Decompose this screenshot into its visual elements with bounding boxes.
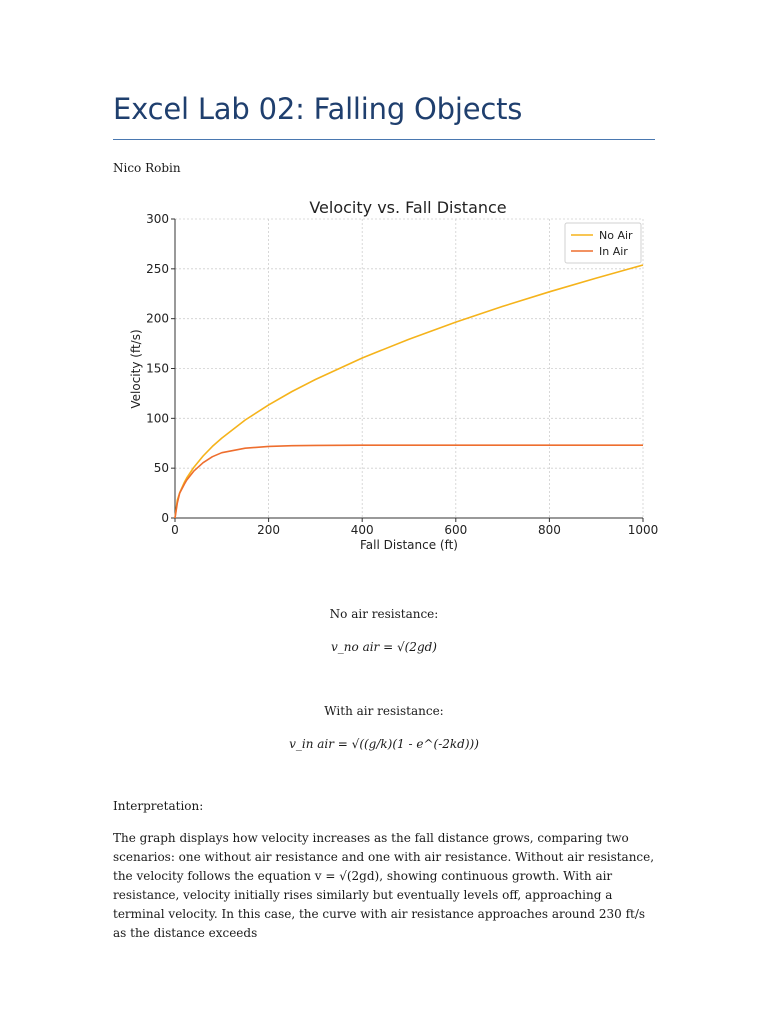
y-tick-label: 200: [146, 311, 169, 326]
interpretation-paragraph: The graph displays how velocity increases as the fall distance grows, comparing two scenarios: one without air resistance and one with air resistance. Without air resistance, the velocity follows the equation v = √(2gd), showing continuous growth. With air resistance, velocity initially rises similarly but eventually levels off, approaching a terminal velocity. In this case, the curve with air resistance approaches around 230 ft/s as the distance exceeds: [113, 831, 655, 940]
y-tick-label: 150: [146, 361, 169, 376]
x-tick-label: 200: [257, 523, 281, 537]
in-air-formula: v_in air = √((g/k)(1 - e^(-2kd))): [289, 737, 479, 751]
x-axis-label: Fall Distance (ft): [359, 538, 459, 552]
velocity-chart: [113, 188, 669, 558]
x-tick-label: 1000: [627, 523, 659, 537]
y-tick-label: 300: [146, 212, 169, 226]
x-tick-label: 400: [350, 523, 374, 537]
no-air-formula: v_no air = √(2gd): [331, 640, 437, 654]
y-tick-label: 100: [146, 411, 169, 426]
y-tick-label: 250: [146, 261, 169, 276]
y-tick-label: 0: [161, 511, 169, 525]
author-name: Nico Robin: [113, 161, 181, 175]
x-tick-label: 600: [444, 523, 468, 537]
chart-title: Velocity vs. Fall Distance: [309, 198, 507, 217]
y-axis-label: Velocity (ft/s): [129, 329, 143, 409]
no-air-label: No air resistance:: [329, 607, 439, 621]
legend-label: No Air: [599, 229, 633, 242]
legend-label: In Air: [599, 245, 628, 258]
title-divider: [113, 139, 655, 140]
x-tick-label: 0: [171, 523, 179, 537]
in-air-label: With air resistance:: [324, 704, 444, 718]
y-tick-label: 50: [153, 461, 169, 476]
interpretation-heading: Interpretation:: [113, 799, 204, 813]
x-tick-label: 800: [537, 523, 561, 537]
chart-legend: [565, 223, 641, 263]
chart-canvas: [113, 188, 669, 558]
page-title: Excel Lab 02: Falling Objects: [113, 92, 523, 126]
